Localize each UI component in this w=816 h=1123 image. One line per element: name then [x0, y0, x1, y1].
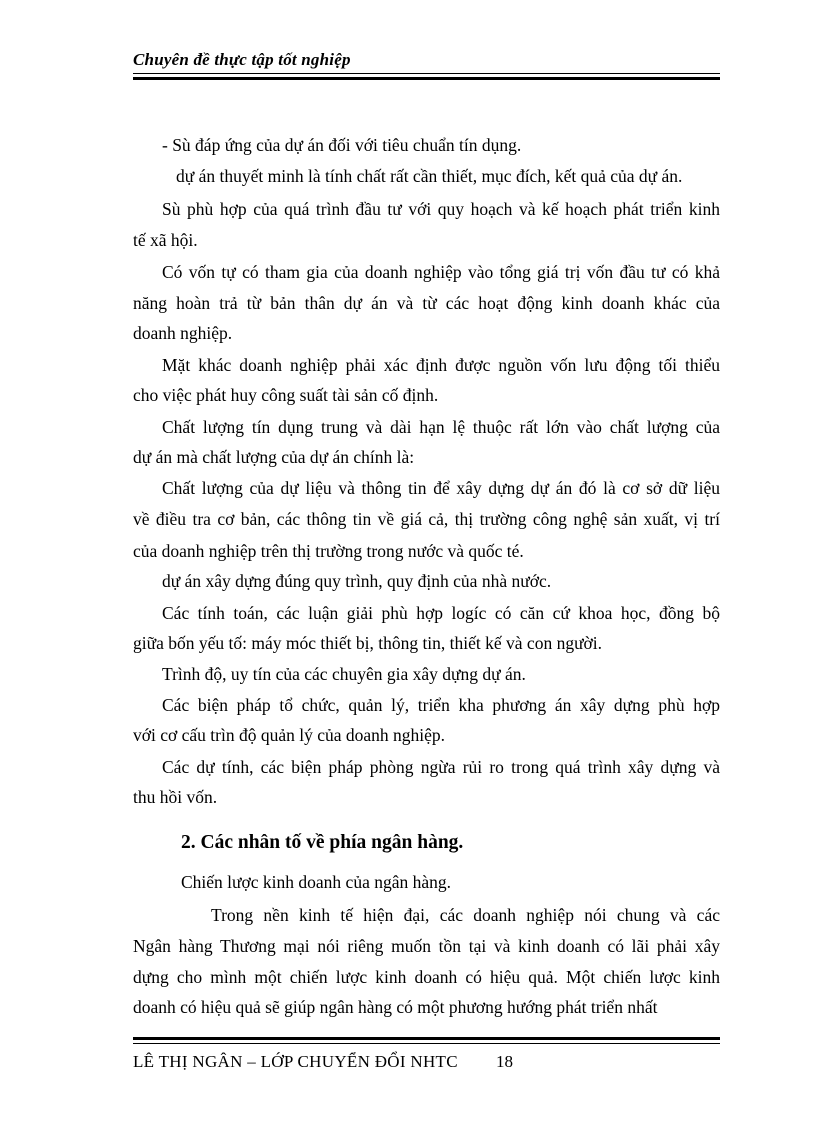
body-line: Chất lượng của dự liệu và thông tin để xây dựng dự án đó là cơ sở dữ liệu — [162, 478, 720, 498]
body-line: dự án mà chất lượng của dự án chính là: — [133, 447, 415, 467]
section-line: dựng cho mình một chiến lược kinh doanh có hiệu quả. Một chiến lược kinh — [133, 967, 720, 987]
body-line: Trình độ, uy tín của các chuyên gia xây dựng dự án. — [162, 664, 526, 684]
body-line: Sù phù hợp của quá trình đầu tư với quy hoạch và kế hoạch phát triển kinh — [162, 199, 720, 219]
body-line: Có vốn tự có tham gia của doanh nghiệp vào tổng giá trị vốn đầu tư có khả — [162, 262, 720, 282]
body-line: năng hoàn trả từ bản thân dự án và từ các hoạt động kinh doanh khác của — [133, 293, 720, 313]
body-line: giữa bốn yếu tố: máy móc thiết bị, thông tin, thiết kế và con người. — [133, 633, 603, 653]
footer-author: LÊ THỊ NGÂN – LỚP CHUYỂN ĐỔI NHTC — [133, 1052, 458, 1071]
section-line: Chiến lược kinh doanh của ngân hàng. — [181, 872, 451, 892]
body-line: về điều tra cơ bản, các thông tin về giá cả, thị trường công nghệ sản xuất, vị trí — [133, 509, 720, 529]
body-line: cho việc phát huy công suất tài sản cố định. — [133, 385, 439, 405]
footer-rule-bottom — [133, 1043, 720, 1044]
body-line: Các tính toán, các luận giải phù hợp logíc có căn cứ khoa học, đồng bộ — [162, 603, 720, 623]
body-line: Các biện pháp tổ chức, quản lý, triển kha phương án xây dựng phù hợp — [162, 695, 720, 715]
body-line: dự án thuyết minh là tính chất rất cần thiết, mục đích, kết quả của dự án. — [176, 166, 683, 186]
body-line: Mặt khác doanh nghiệp phải xác định được nguồn vốn lưu động tối thiểu — [162, 355, 720, 375]
section-line: Trong nền kinh tế hiện đại, các doanh nghiệp nói chung và các — [211, 905, 720, 925]
section-line: Ngân hàng Thương mại nói riêng muốn tồn tại và kinh doanh có lãi phải xây — [133, 936, 720, 956]
body-line: dự án xây dựng đúng quy trình, quy định của nhà nước. — [162, 571, 552, 591]
header-rule-top — [133, 73, 720, 74]
header-title: Chuyên đề thực tập tốt nghiệp — [133, 50, 351, 69]
header-rule-bottom — [133, 77, 720, 80]
section-heading: 2. Các nhân tố về phía ngân hàng. — [181, 832, 464, 853]
body-line: - Sù đáp ứng của dự án đối với tiêu chuẩn tín dụng. — [162, 135, 522, 155]
body-line: của doanh nghiệp trên thị trường trong nước và quốc té. — [133, 541, 524, 561]
section-line: doanh có hiệu quả sẽ giúp ngân hàng có một phương hướng phát triển nhất — [133, 997, 658, 1017]
body-line: doanh nghiệp. — [133, 323, 233, 343]
body-line: tế xã hội. — [133, 230, 198, 250]
body-line: Chất lượng tín dụng trung và dài hạn lệ thuộc rất lớn vào chất lượng của — [162, 417, 720, 437]
body-line: với cơ cấu trìn độ quản lý của doanh nghiệp. — [133, 725, 446, 745]
footer-rule-top — [133, 1037, 720, 1040]
body-line: thu hồi vốn. — [133, 787, 218, 807]
body-line: Các dự tính, các biện pháp phòng ngừa rủi ro trong quá trình xây dựng và — [162, 757, 720, 777]
page-number: 18 — [496, 1052, 513, 1071]
